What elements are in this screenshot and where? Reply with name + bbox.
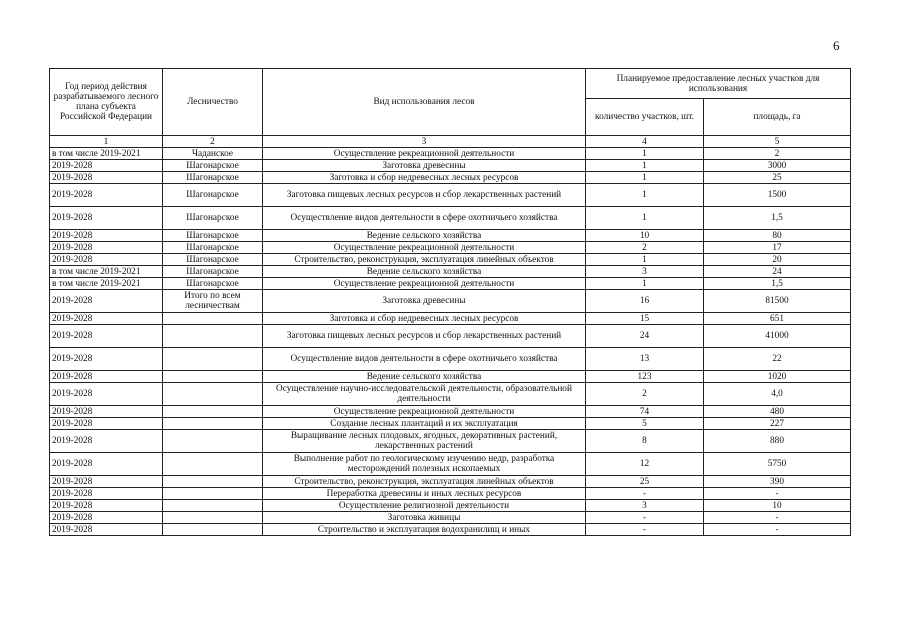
table-body bbox=[50, 148, 851, 536]
header-usage: Вид использования лесов bbox=[263, 69, 586, 136]
cell-count: 12 bbox=[586, 453, 704, 476]
cell-count: 8 bbox=[586, 430, 704, 453]
table-row bbox=[50, 230, 851, 242]
cell-count: 1 bbox=[586, 207, 704, 230]
cell-count: - bbox=[586, 512, 704, 524]
cell-forestry bbox=[163, 325, 263, 348]
cell-count: 5 bbox=[586, 418, 704, 430]
cell-usage: Заготовка и сбор недревесных лесных ресурсов bbox=[263, 313, 586, 325]
cell-count: 1 bbox=[586, 148, 704, 160]
cell-period: 2019-2028 bbox=[50, 160, 163, 172]
cell-period: 2019-2028 bbox=[50, 512, 163, 524]
table-row bbox=[50, 313, 851, 325]
cell-usage: Заготовка пищевых лесных ресурсов и сбор лекарственных растений bbox=[263, 184, 586, 207]
cell-forestry: Шагонарское bbox=[163, 172, 263, 184]
cell-forestry: Шагонарское bbox=[163, 160, 263, 172]
cell-usage: Заготовка древесины bbox=[263, 160, 586, 172]
cell-period: 2019-2028 bbox=[50, 430, 163, 453]
cell-forestry bbox=[163, 383, 263, 406]
table-row bbox=[50, 476, 851, 488]
cell-count: 16 bbox=[586, 290, 704, 313]
cell-count: 1 bbox=[586, 184, 704, 207]
cell-forestry bbox=[163, 476, 263, 488]
table-row bbox=[50, 453, 851, 476]
cell-usage: Осуществление научно-исследовательской деятельности, образовательной деятельности bbox=[263, 383, 586, 406]
cell-forestry: Шагонарское bbox=[163, 242, 263, 254]
table-row bbox=[50, 348, 851, 371]
column-number: 4 bbox=[586, 136, 704, 148]
cell-count: 123 bbox=[586, 371, 704, 383]
table-row bbox=[50, 524, 851, 536]
cell-usage: Ведение сельского хозяйства bbox=[263, 371, 586, 383]
cell-area: 227 bbox=[704, 418, 851, 430]
cell-usage: Создание лесных плантаций и их эксплуатация bbox=[263, 418, 586, 430]
cell-area: 651 bbox=[704, 313, 851, 325]
cell-forestry bbox=[163, 488, 263, 500]
cell-usage: Осуществление рекреационной деятельности bbox=[263, 242, 586, 254]
cell-area: 2 bbox=[704, 148, 851, 160]
cell-forestry: Шагонарское bbox=[163, 254, 263, 266]
cell-count: 2 bbox=[586, 383, 704, 406]
table-row bbox=[50, 418, 851, 430]
table-row bbox=[50, 383, 851, 406]
cell-count: - bbox=[586, 524, 704, 536]
cell-count: 13 bbox=[586, 348, 704, 371]
header-forestry: Лесничество bbox=[163, 69, 263, 136]
cell-usage: Заготовка пищевых лесных ресурсов и сбор лекарственных растений bbox=[263, 325, 586, 348]
cell-area: 1,5 bbox=[704, 278, 851, 290]
table-row bbox=[50, 406, 851, 418]
cell-forestry: Шагонарское bbox=[163, 184, 263, 207]
cell-usage: Строительство и эксплуатация водохранилищ и иных bbox=[263, 524, 586, 536]
cell-period: 2019-2028 bbox=[50, 230, 163, 242]
cell-area: 20 bbox=[704, 254, 851, 266]
cell-forestry bbox=[163, 348, 263, 371]
cell-count: 1 bbox=[586, 278, 704, 290]
cell-forestry: Шагонарское bbox=[163, 230, 263, 242]
column-number: 2 bbox=[163, 136, 263, 148]
cell-area: - bbox=[704, 512, 851, 524]
table-row bbox=[50, 430, 851, 453]
column-number: 5 bbox=[704, 136, 851, 148]
cell-area: 41000 bbox=[704, 325, 851, 348]
column-number: 3 bbox=[263, 136, 586, 148]
cell-count: 1 bbox=[586, 254, 704, 266]
header-period: Год период действия разрабатываемого лесного плана субъекта Российской Федерации bbox=[50, 69, 163, 136]
cell-forestry bbox=[163, 313, 263, 325]
page-number: 6 bbox=[833, 38, 840, 53]
cell-forestry: Шагонарское bbox=[163, 266, 263, 278]
table-row bbox=[50, 371, 851, 383]
cell-forestry bbox=[163, 453, 263, 476]
cell-count: 15 bbox=[586, 313, 704, 325]
cell-count: 1 bbox=[586, 160, 704, 172]
cell-period: 2019-2028 bbox=[50, 242, 163, 254]
table-row bbox=[50, 148, 851, 160]
table-row bbox=[50, 290, 851, 313]
cell-area: 10 bbox=[704, 500, 851, 512]
table-row bbox=[50, 512, 851, 524]
cell-area: 17 bbox=[704, 242, 851, 254]
cell-period: 2019-2028 bbox=[50, 172, 163, 184]
cell-period: 2019-2028 bbox=[50, 290, 163, 313]
cell-usage: Заготовка и сбор недревесных лесных ресурсов bbox=[263, 172, 586, 184]
cell-period: 2019-2028 bbox=[50, 371, 163, 383]
cell-area: 1500 bbox=[704, 184, 851, 207]
column-number: 1 bbox=[50, 136, 163, 148]
cell-count: 1 bbox=[586, 172, 704, 184]
cell-period: 2019-2028 bbox=[50, 313, 163, 325]
table-row bbox=[50, 500, 851, 512]
cell-usage: Осуществление религиозной деятельности bbox=[263, 500, 586, 512]
cell-forestry bbox=[163, 512, 263, 524]
cell-usage: Строительство, реконструкция, эксплуатация линейных объектов bbox=[263, 254, 586, 266]
cell-area: 390 bbox=[704, 476, 851, 488]
cell-period: 2019-2028 bbox=[50, 500, 163, 512]
table-row bbox=[50, 325, 851, 348]
cell-usage: Осуществление рекреационной деятельности bbox=[263, 148, 586, 160]
cell-period: 2019-2028 bbox=[50, 488, 163, 500]
cell-count: 3 bbox=[586, 500, 704, 512]
table-row bbox=[50, 242, 851, 254]
cell-area: 81500 bbox=[704, 290, 851, 313]
header-area: площадь, га bbox=[704, 99, 851, 136]
cell-usage: Осуществление рекреационной деятельности bbox=[263, 406, 586, 418]
cell-period: 2019-2028 bbox=[50, 207, 163, 230]
cell-count: 74 bbox=[586, 406, 704, 418]
cell-usage: Переработка древесины и иных лесных ресурсов bbox=[263, 488, 586, 500]
table-row bbox=[50, 254, 851, 266]
cell-forestry bbox=[163, 500, 263, 512]
cell-usage: Выращивание лесных плодовых, ягодных, декоративных растений, лекарственных растений bbox=[263, 430, 586, 453]
cell-period: 2019-2028 bbox=[50, 383, 163, 406]
cell-period: 2019-2028 bbox=[50, 254, 163, 266]
cell-count: 10 bbox=[586, 230, 704, 242]
table-row bbox=[50, 184, 851, 207]
cell-forestry bbox=[163, 418, 263, 430]
cell-period: в том числе 2019-2021 bbox=[50, 266, 163, 278]
cell-forestry: Чаданское bbox=[163, 148, 263, 160]
cell-period: 2019-2028 bbox=[50, 348, 163, 371]
cell-count: 2 bbox=[586, 242, 704, 254]
cell-usage: Ведение сельского хозяйства bbox=[263, 266, 586, 278]
cell-count: 3 bbox=[586, 266, 704, 278]
cell-forestry bbox=[163, 430, 263, 453]
cell-area: 4,0 bbox=[704, 383, 851, 406]
cell-area: - bbox=[704, 488, 851, 500]
cell-area: 5750 bbox=[704, 453, 851, 476]
table-row bbox=[50, 278, 851, 290]
table-row bbox=[50, 160, 851, 172]
cell-period: 2019-2028 bbox=[50, 524, 163, 536]
cell-area: 3000 bbox=[704, 160, 851, 172]
cell-count: 24 bbox=[586, 325, 704, 348]
cell-count: - bbox=[586, 488, 704, 500]
cell-forestry: Шагонарское bbox=[163, 278, 263, 290]
cell-forestry bbox=[163, 406, 263, 418]
cell-forestry: Шагонарское bbox=[163, 207, 263, 230]
cell-area: 480 bbox=[704, 406, 851, 418]
cell-forestry bbox=[163, 371, 263, 383]
cell-usage: Строительство, реконструкция, эксплуатация линейных объектов bbox=[263, 476, 586, 488]
cell-area: 80 bbox=[704, 230, 851, 242]
table-row bbox=[50, 488, 851, 500]
cell-usage: Выполнение работ по геологическому изучению недр, разработка месторождений полезных ископаемых bbox=[263, 453, 586, 476]
cell-period: 2019-2028 bbox=[50, 476, 163, 488]
cell-area: 25 bbox=[704, 172, 851, 184]
cell-area: 22 bbox=[704, 348, 851, 371]
cell-area: 1,5 bbox=[704, 207, 851, 230]
cell-period: в том числе 2019-2021 bbox=[50, 278, 163, 290]
cell-count: 25 bbox=[586, 476, 704, 488]
cell-usage: Ведение сельского хозяйства bbox=[263, 230, 586, 242]
cell-period: 2019-2028 bbox=[50, 406, 163, 418]
cell-usage: Заготовка древесины bbox=[263, 290, 586, 313]
cell-period: 2019-2028 bbox=[50, 453, 163, 476]
cell-area: 1020 bbox=[704, 371, 851, 383]
cell-forestry bbox=[163, 524, 263, 536]
table-row bbox=[50, 266, 851, 278]
header-count: количество участков, шт. bbox=[586, 99, 704, 136]
cell-usage: Осуществление видов деятельности в сфере охотничьего хозяйства bbox=[263, 348, 586, 371]
cell-usage: Заготовка живицы bbox=[263, 512, 586, 524]
header-planned: Планируемое предоставление лесных участков для использования bbox=[586, 69, 851, 99]
table-row bbox=[50, 207, 851, 230]
cell-period: 2019-2028 bbox=[50, 184, 163, 207]
cell-forestry: Итого по всем лесничествам bbox=[163, 290, 263, 313]
cell-usage: Осуществление рекреационной деятельности bbox=[263, 278, 586, 290]
table-row bbox=[50, 172, 851, 184]
cell-period: в том числе 2019-2021 bbox=[50, 148, 163, 160]
cell-usage: Осуществление видов деятельности в сфере охотничьего хозяйства bbox=[263, 207, 586, 230]
cell-period: 2019-2028 bbox=[50, 418, 163, 430]
cell-area: 24 bbox=[704, 266, 851, 278]
forest-plan-table bbox=[49, 68, 851, 536]
cell-area: - bbox=[704, 524, 851, 536]
cell-area: 880 bbox=[704, 430, 851, 453]
cell-period: 2019-2028 bbox=[50, 325, 163, 348]
